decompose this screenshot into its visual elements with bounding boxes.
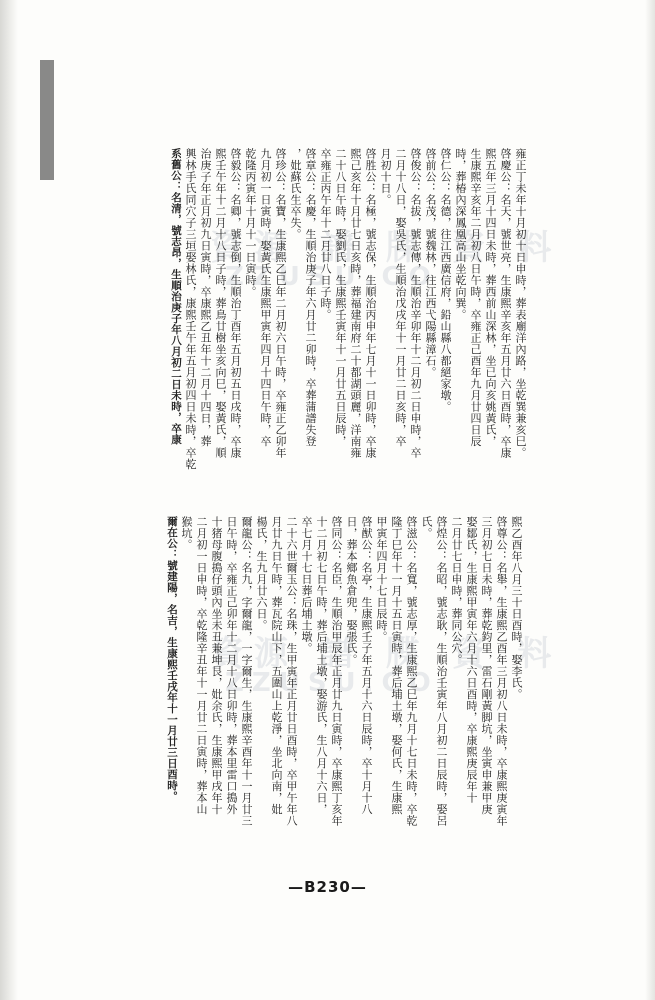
text-column: 啓珍公：名寶，生康熙乙巳年二月初六日午時，卒雍正乙卯年 — [274, 148, 287, 459]
text-column: 啓煌公：名昭，號志耿，生順治壬寅年八月初二日辰時，娶呂 — [435, 516, 448, 827]
text-column: 啓猷公：名亭，生康熙壬子年五月十六日辰時，卒十月十八 — [360, 516, 373, 815]
text-column: 時，葬椿內深鳳凰高山坐乾向巽。 — [454, 148, 467, 321]
text-column: 乾隆丙寅年十月十一日寅時。 — [244, 148, 257, 298]
text-column: 治庚子年正月初九日寅時，卒康熙乙丑年十二月十四日，葬 — [199, 148, 212, 447]
text-column: 日午時，卒雍正己卯年十二月十八日卯時，葬本里雷口搗外 — [225, 516, 238, 815]
text-column: 興林手氏同穴子三垣娶林氏，康熙壬午年五月初四日未時，卒乾 — [184, 148, 197, 470]
text-column: 日，葬本鄉魚倉兜，娶張氏。 — [345, 516, 358, 666]
text-column: 二月初一日申時，卒乾隆辛丑年十一月廿二日寅時，葬本山 — [195, 516, 208, 815]
text-column: 娶鄒氏，生康熙甲寅年六月十六日酉時，卒康熙庚辰年十 — [465, 516, 478, 804]
text-column: 啓尊公：名舉，生康熙乙酉年三月初八日未時，卒康熙庚寅年 — [495, 516, 508, 827]
text-column: 啓慶公：名天，號世亮，生康熙辛亥年五月廿六日酉時，卒康 — [499, 148, 512, 459]
text-column: 楊氏，生九月廿六日。 — [255, 516, 268, 631]
text-column: 雍正丁未年十月初十日申時，葬表廟洋內路，坐乾巽兼亥巳。 — [514, 148, 527, 459]
watermark-text: 資源 譜 牒 資 料 — [210, 228, 562, 268]
text-column: 二十六世爾玉公：名珠，生甲寅年正月廿日酉時，卒甲午年八 — [285, 516, 298, 827]
scan-right-edge — [645, 0, 655, 1000]
text-column: 氏。 — [420, 516, 433, 539]
text-column: 熙己亥年十月廿七日亥時，葬福建南府二十都湖頭麗，洋南雍 — [349, 148, 362, 459]
page-number: —B230— — [288, 878, 367, 896]
text-column: 二月廿七日申時，葬同公穴。 — [450, 516, 463, 666]
text-column: 啓仁公：名德，往江西廣信府，鉛山縣八都絕家墩。 — [439, 148, 452, 413]
text-column: 月初十日。 — [379, 148, 392, 206]
scan-left-edge — [0, 0, 18, 1000]
text-column: 啓章公：名慶，生順治庚子年六月廿二卯時，卒葬蒲譜失登 — [304, 148, 317, 447]
text-column: 隆丁巳年十一月十五日寅時，葬后埔土墩，娶何氏，生康熙 — [390, 516, 403, 815]
text-column: 二月十八日，娶吳氏，生順治戊戌年十一月廿二日亥時，卒 — [394, 148, 407, 447]
text-column: 十猪母腹搗仔頭內坐未丑兼坤艮，妣余氏，生康熙甲戌年十 — [210, 516, 223, 815]
text-column: 甲寅年四月十七日辰時。 — [375, 516, 388, 643]
text-column: 月廿九日午時，葬瓦院山下，五圍山上乾淨，坐北向南，妣 — [270, 516, 283, 815]
text-column: 啓滋公：名寬，號志厚，生康熙乙巳年九月十七日未時，卒乾 — [405, 516, 418, 827]
text-column: 二十八日午時，娶劉氏，生康熙壬寅年十一月廿五日辰時， — [334, 148, 347, 447]
genealogy-text-block-bottom — [84, 516, 524, 856]
text-column: 啓胜公：名極，號志保，生順治丙申年七月十一日卯時，卒康 — [364, 148, 377, 459]
text-column: 啓俊公：名拔，號志傳，生順治辛卯年十二月初二日申時，卒 — [409, 148, 422, 459]
text-column: 九月初一日寅時，娶黃氏生康熙甲寅年四月十四日午時，卒 — [259, 148, 272, 447]
handwritten-annotation: 系舊公：名清，號志昂，生順治庚子年八月初二日未時，卒康 — [170, 148, 182, 445]
text-column: 三月初七日未時，葬乾鈞里，雷石剛黃脚坑，坐寅申兼甲庚 — [480, 516, 493, 815]
text-column: 生康熙辛亥年二月初八日午時，卒雍正己酉年九月廿四日辰 — [469, 148, 482, 447]
text-column: 啓毅公：名卿，號志倒，生順治丁酉年五月初五日戌時，卒康 — [229, 148, 242, 459]
watermark-url: ZZUSU.CO — [225, 262, 439, 292]
text-column: 啓同公：名臣，生順治甲辰年正月廿九日寅時，卒康熙丁亥年 — [330, 516, 343, 827]
text-column: 爾龍公：名九，字爾龍，一字爾生，生康熙辛酉年十一月廿三 — [240, 516, 253, 827]
text-column: ，妣蘇氏生卒失。 — [289, 148, 302, 240]
text-column: 十二月初七日午時，葬后埔土墩，娶游氏，生八月十六日， — [315, 516, 328, 815]
text-column: 卒雍正丙午年十二月廿八日子時。 — [319, 148, 332, 321]
genealogy-text-block-top — [58, 148, 528, 500]
text-column: 熙乙酉年八月三十日酉時，娶李氏。 — [510, 516, 523, 700]
watermark-text: 資源 譜 牒 資 料 — [210, 634, 562, 674]
text-column: 啓前公：名茂，號魏林，往江西弋陽縣漳石。 — [424, 148, 437, 378]
text-column: 熙五年三月十四日未時，葬西前山深林，坐已向亥姚黃氏， — [484, 148, 497, 447]
scan-binding-mark — [40, 60, 54, 180]
watermark-url: ZZUSU.CO — [225, 668, 439, 698]
text-column: 猴坑。 — [180, 516, 193, 551]
handwritten-annotation: 爾在公：號建陽，名吉，生康熙壬戌年十一月廿三日酉時。 — [166, 516, 178, 802]
text-column: 熙壬午年十二月十八日子時，葬鳥廿樹坐亥向巳，娶黃氏，順 — [214, 148, 227, 459]
text-column: 卒七月十七日葬后埔土墩。 — [300, 516, 313, 654]
